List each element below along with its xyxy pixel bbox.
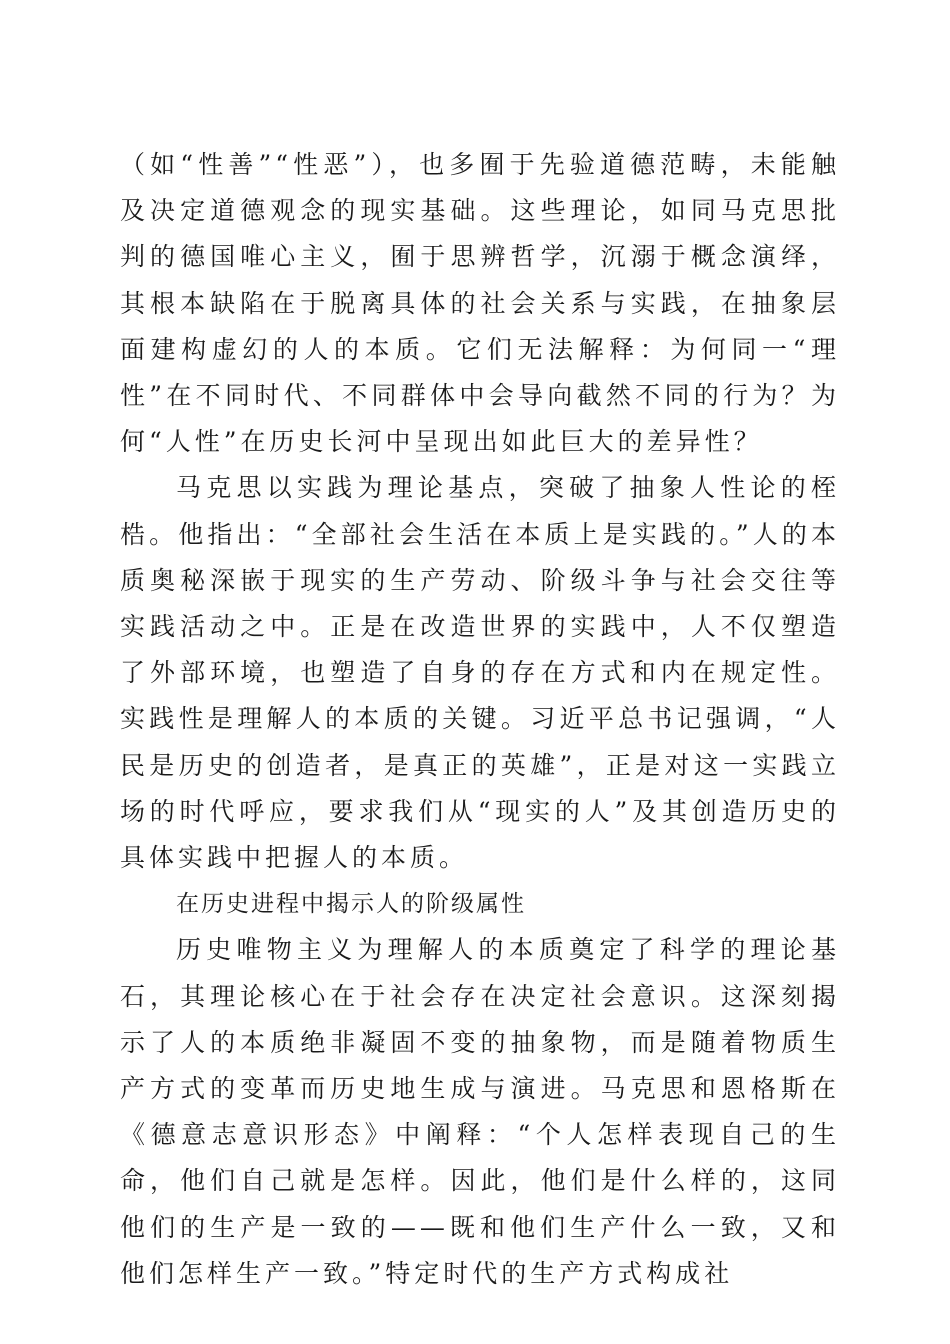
section-heading: 在历史进程中揭示人的阶级属性 — [176, 891, 526, 918]
document-body — [120, 142, 840, 1297]
paragraph-historical-materialism: 历史唯物主义为理解人的本质奠定了科学的理论基石，其理论核心在于社会存在决定社会意识。这深刻揭示了人的本质绝非凝固不变的抽象物，而是随着物质生产方式的变革而历史地生成与演进。马克思和恩格斯在《德意志意识形态》中阐释：“个人怎样表现自己的生命，他们自己就是怎样。因此，他们是什么样的，这同他们的生产是一致的——既和他们生产什么一致，又和他们怎样生产一致。”特定时代的生产方式构成社 — [120, 935, 840, 1288]
paragraph-practice: 马克思以实践为理论基点，突破了抽象人性论的桎梏。他指出：“全部社会生活在本质上是实践的。”人的本质奥秘深嵌于现实的生产劳动、阶级斗争与社会交往等实践活动之中。正是在改造世界的实践中，人不仅塑造了外部环境，也塑造了自身的存在方式和内在规定性。实践性是理解人的本质的关键。习近平总书记强调，“人民是历史的创造者，是真正的英雄”，正是对这一实践立场的时代呼应，要求我们从“现实的人”及其创造历史的具体实践中把握人的本质。 — [120, 473, 840, 873]
paragraph-continued: （如“性善”“性恶”），也多囿于先验道德范畴，未能触及决定道德观念的现实基础。这些理论，如同马克思批判的德国唯心主义，囿于思辨哲学，沉溺于概念演绎，其根本缺陷在于脱离具体的社会关系与实践，在抽象层面建构虚幻的人的本质。它们无法解释：为何同一“理性”在不同时代、不同群体中会导向截然不同的行为？为何“人性”在历史长河中呈现出如此巨大的差异性？ — [120, 150, 840, 457]
